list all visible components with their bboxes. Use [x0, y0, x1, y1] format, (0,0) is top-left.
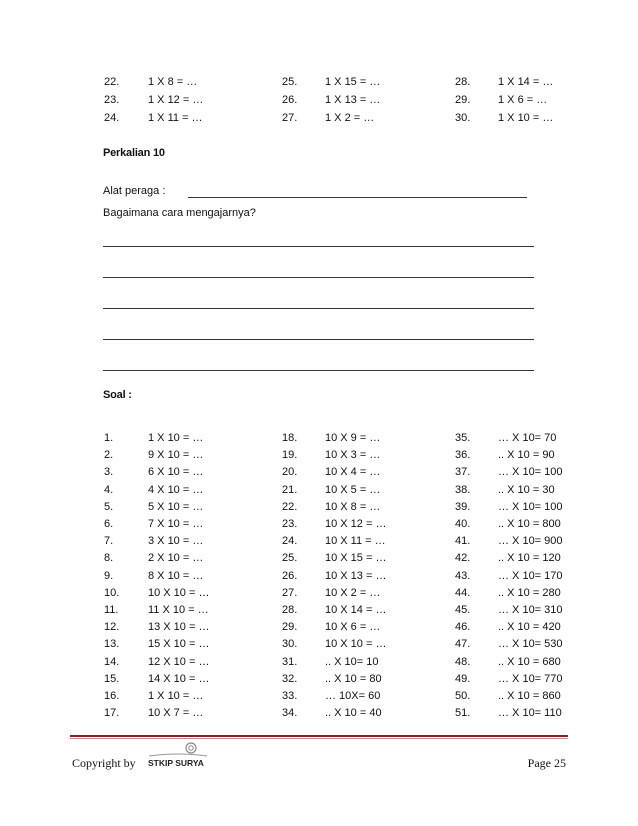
multiplication-problem: 4 X 10 = … [148, 483, 204, 496]
item-number: 23. [282, 518, 298, 530]
item-number: 45. [455, 604, 471, 616]
item-number: 36. [455, 449, 471, 462]
item-number: 12. [104, 621, 120, 634]
multiplication-problem: 10 X 4 = … [325, 466, 381, 479]
multiplication-problem: 10 X 9 = … [325, 432, 381, 444]
multiplication-problem: 10 X 14 = … [325, 604, 387, 616]
item-number: 7. [104, 535, 114, 548]
stkip-surya-logo [147, 742, 209, 772]
multiplication-problem: .. X 10 = 680 [498, 655, 561, 668]
multiplication-problem: … X 10= 310 [498, 604, 563, 616]
logo-wordmark: STKIP SURYA [148, 758, 204, 768]
alat-peraga-label: Alat peraga : [103, 185, 166, 197]
item-number: 27. [282, 586, 298, 599]
item-number: 15. [104, 672, 120, 685]
multiplication-problem: … X 10= 100 [498, 500, 563, 513]
item-number: 39. [455, 500, 471, 513]
multiplication-problem: 10 X 12 = … [325, 518, 387, 530]
item-number: 21. [282, 483, 298, 496]
item-number: 51. [455, 707, 471, 720]
item-number: 27. [282, 112, 298, 124]
multiplication-problem: 6 X 10 = … [148, 466, 204, 479]
multiplication-problem: 13 X 10 = … [148, 621, 210, 634]
multiplication-problem: 8 X 10 = … [148, 569, 204, 582]
multiplication-problem: 1 X 6 = … [498, 94, 548, 106]
multiplication-problem: 1 X 11 = … [148, 112, 203, 124]
item-number: 42. [455, 552, 471, 565]
item-number: 26. [282, 569, 298, 582]
item-number: 48. [455, 655, 471, 668]
multiplication-problem: 5 X 10 = … [148, 500, 204, 513]
item-number: 20. [282, 466, 298, 479]
item-number: 29. [282, 621, 298, 634]
item-number: 25. [282, 76, 298, 88]
footer-rule [70, 735, 568, 737]
multiplication-problem: .. X 10 = 860 [498, 690, 561, 702]
multiplication-problem: 10 X 11 = … [325, 535, 386, 548]
item-number: 9. [104, 569, 114, 582]
item-number: 41. [455, 535, 471, 548]
item-number: 46. [455, 621, 471, 634]
multiplication-problem: 1 X 13 = … [325, 94, 381, 106]
multiplication-problem: … X 10= 100 [498, 466, 563, 479]
multiplication-problem: 7 X 10 = … [148, 518, 204, 530]
page-number: Page 25 [527, 756, 566, 770]
multiplication-problem: 1 X 15 = … [325, 76, 381, 88]
item-number: 28. [282, 604, 298, 616]
multiplication-problem: .. X 10 = 420 [498, 621, 561, 634]
section-title: Perkalian 10 [103, 147, 165, 159]
multiplication-problem: … X 10= 530 [498, 638, 563, 651]
item-number: 26. [282, 94, 298, 106]
item-number: 47. [455, 638, 471, 651]
multiplication-problem: 11 X 10 = … [148, 604, 209, 616]
multiplication-problem: … X 10= 70 [498, 432, 557, 444]
item-number: 24. [104, 112, 120, 124]
item-number: 49. [455, 672, 471, 685]
multiplication-problem: 10 X 6 = … [325, 621, 381, 634]
item-number: 6. [104, 518, 114, 530]
multiplication-problem: 10 X 3 = … [325, 449, 381, 462]
multiplication-problem: .. X 10= 10 [325, 655, 379, 668]
answer-line-2[interactable] [103, 277, 534, 278]
item-number: 5. [104, 500, 114, 513]
answer-line-1[interactable] [103, 246, 534, 247]
alat-peraga-answer-line[interactable] [188, 197, 527, 198]
multiplication-problem: 1 X 8 = … [148, 76, 198, 88]
multiplication-problem: … X 10= 900 [498, 535, 563, 548]
multiplication-problem: … X 10= 770 [498, 672, 563, 685]
multiplication-problem: 10 X 13 = … [325, 569, 387, 582]
multiplication-problem: 10 X 10 = … [325, 638, 387, 651]
item-number: 1. [104, 432, 114, 444]
item-number: 44. [455, 586, 471, 599]
item-number: 43. [455, 569, 471, 582]
item-number: 19. [282, 449, 298, 462]
item-number: 30. [455, 112, 471, 124]
item-number: 28. [455, 76, 471, 88]
item-number: 29. [455, 94, 471, 106]
multiplication-problem: … 10X= 60 [325, 690, 381, 702]
item-number: 17. [104, 707, 120, 720]
item-number: 23. [104, 94, 120, 106]
answer-line-3[interactable] [103, 308, 534, 309]
multiplication-problem: 1 X 10 = … [148, 690, 204, 702]
item-number: 4. [104, 483, 114, 496]
item-number: 10. [104, 586, 120, 599]
multiplication-problem: 3 X 10 = … [148, 535, 204, 548]
item-number: 33. [282, 690, 298, 702]
multiplication-problem: 1 X 14 = … [498, 76, 554, 88]
multiplication-problem: 10 X 15 = … [325, 552, 387, 565]
footer-rule-thin [70, 738, 568, 739]
multiplication-problem: .. X 10 = 80 [325, 672, 382, 685]
item-number: 37. [455, 466, 471, 479]
item-number: 8. [104, 552, 114, 565]
item-number: 22. [104, 76, 120, 88]
item-number: 2. [104, 449, 114, 462]
multiplication-problem: 1 X 2 = … [325, 112, 375, 124]
multiplication-problem: 2 X 10 = … [148, 552, 204, 565]
item-number: 31. [282, 655, 298, 668]
item-number: 22. [282, 500, 298, 513]
multiplication-problem: 10 X 7 = … [148, 707, 204, 720]
multiplication-problem: … X 10= 110 [498, 707, 562, 720]
item-number: 50. [455, 690, 471, 702]
item-number: 13. [104, 638, 120, 651]
soal-label: Soal : [103, 389, 132, 401]
item-number: 3. [104, 466, 114, 479]
item-number: 38. [455, 483, 471, 496]
item-number: 34. [282, 707, 298, 720]
multiplication-problem: .. X 10 = 280 [498, 586, 561, 599]
item-number: 11. [104, 604, 119, 616]
multiplication-problem: 12 X 10 = … [148, 655, 210, 668]
multiplication-problem: .. X 10 = 40 [325, 707, 382, 720]
multiplication-problem: 10 X 8 = … [325, 500, 381, 513]
multiplication-problem: 14 X 10 = … [148, 672, 210, 685]
question-text: Bagaimana cara mengajarnya? [103, 207, 256, 219]
answer-line-4[interactable] [103, 339, 534, 340]
multiplication-problem: .. X 10 = 800 [498, 518, 561, 530]
multiplication-problem: .. X 10 = 30 [498, 483, 555, 496]
multiplication-problem: .. X 10 = 120 [498, 552, 561, 565]
multiplication-problem: 1 X 10 = … [498, 112, 554, 124]
multiplication-problem: 10 X 5 = … [325, 483, 381, 496]
item-number: 35. [455, 432, 471, 444]
multiplication-problem: 10 X 10 = … [148, 586, 210, 599]
multiplication-problem: … X 10= 170 [498, 569, 563, 582]
multiplication-problem: .. X 10 = 90 [498, 449, 555, 462]
multiplication-problem: 1 X 12 = … [148, 94, 204, 106]
copyright-text: Copyright by [72, 756, 136, 770]
multiplication-problem: 15 X 10 = … [148, 638, 210, 651]
item-number: 30. [282, 638, 298, 651]
item-number: 40. [455, 518, 471, 530]
item-number: 16. [104, 690, 120, 702]
item-number: 25. [282, 552, 298, 565]
multiplication-problem: 1 X 10 = … [148, 432, 204, 444]
multiplication-problem: 10 X 2 = … [325, 586, 381, 599]
item-number: 24. [282, 535, 298, 548]
multiplication-problem: 9 X 10 = … [148, 449, 204, 462]
item-number: 32. [282, 672, 298, 685]
item-number: 18. [282, 432, 298, 444]
item-number: 14. [104, 655, 120, 668]
answer-line-5[interactable] [103, 370, 534, 371]
